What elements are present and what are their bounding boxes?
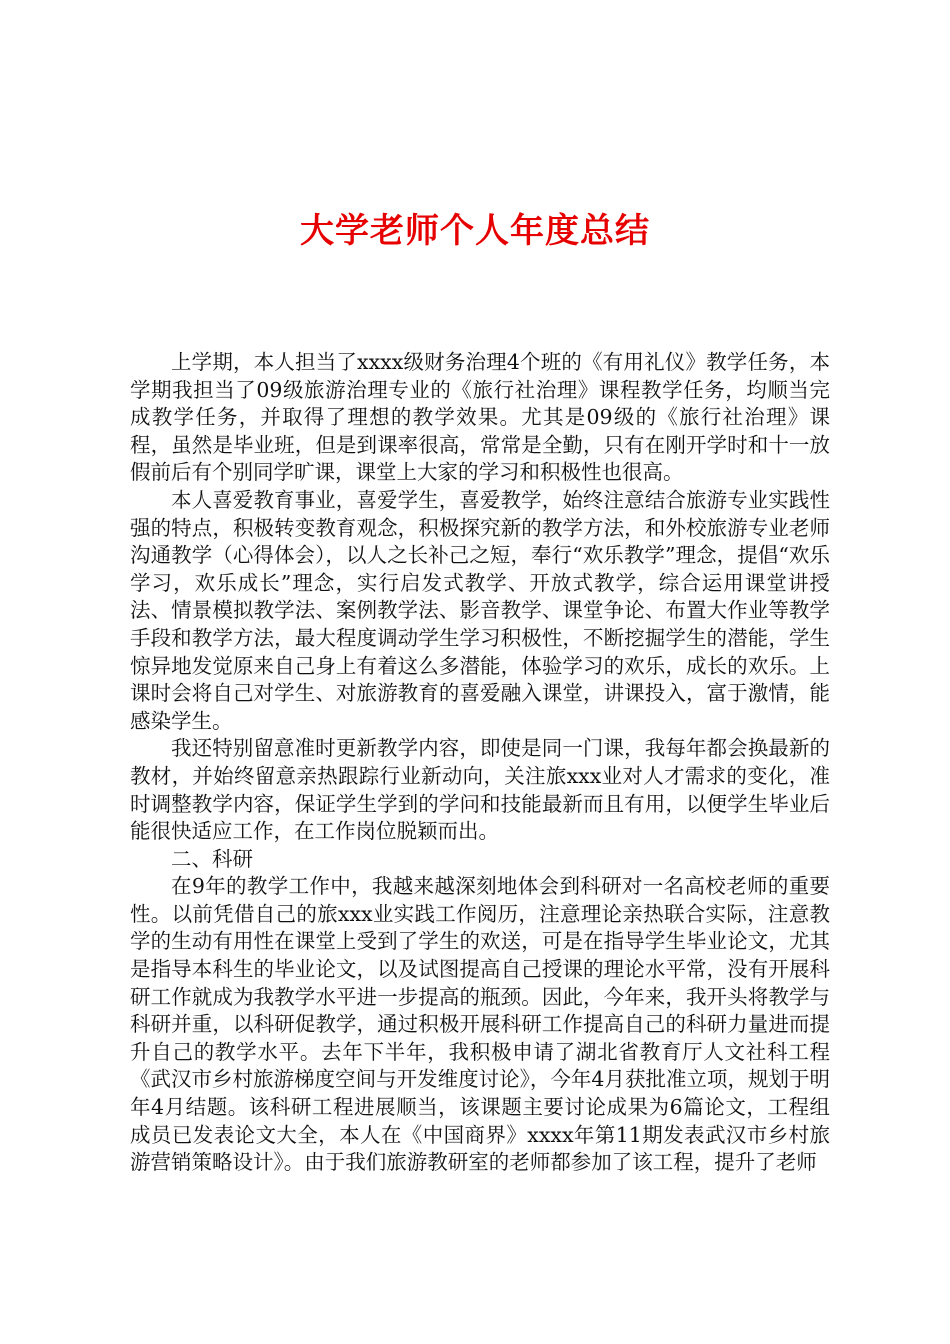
paragraph: 我还特别留意准时更新教学内容，即使是同一门课，我每年都会换最新的教材，并始终留意亲热跟踪行业新动向，关注旅xxx业对人才需求的变化，准时调整教学内容，保证学生学到的学问和技能最新而且有用，以便学生毕业后能很快适应工作，在工作岗位脱颖而出。 (130, 736, 830, 844)
document-body (130, 349, 830, 1177)
document-title: 大学老师个人年度总结 (300, 211, 650, 251)
section-heading: 二、科研 (171, 846, 253, 871)
paragraph: 在9年的教学工作中，我越来越深刻地体会到科研对一名高校老师的重要性。以前凭借自己的旅xxx业实践工作阅历，注意理论亲热联合实际，注意教学的生动有用性在课堂上受到了学生的欢送，可是在指导学生毕业论文，尤其是指导本科生的毕业论文，以及试图提高自己授课的理论水平常，没有开展科研工作就成为我教学水平进一步提高的瓶颈。因此，今年来，我开头将教学与科研并重，以科研促教学，通过积极开展科研工作提高自己的科研力量进而提升自己的教学水平。去年下半年，我积极申请了湖北省教育厅人文社科工程《武汉市乡村旅游梯度空间与开发维度讨论》，今年4月获批准立项，规划于明年4月结题。该科研工程进展顺当，该课题主要讨论成果为6篇论文，工程组成员已发表论文大全，本人在《中国商界》xxxx年第11期发表武汉市乡村旅游营销策略设计》。由于我们旅游教研室的老师都参加了该工程，提升了老师 (130, 874, 830, 1175)
paragraph: 本人喜爱教育事业，喜爱学生，喜爱教学，始终注意结合旅游专业实践性强的特点，积极转变教育观念，积极探究新的教学方法，和外校旅游专业老师沟通教学（心得体会），以人之长补己之短，奉行“欢乐教学”理念，提倡“欢乐学习，欢乐成长”理念，实行启发式教学、开放式教学，综合运用课堂讲授法、情景模拟教学法、案例教学法、影音教学、课堂争论、布置大作业等教学手段和教学方法，最大程度调动学生学习积极性，不断挖掘学生的潜能，学生惊异地发觉原来自己身上有着这么多潜能，体验学习的欢乐，成长的欢乐。上课时会将自己对学生、对旅游教育的喜爱融入课堂，讲课投入，富于激情，能感染学生。 (130, 487, 830, 733)
paragraph: 上学期，本人担当了xxxx级财务治理4个班的《有用礼仪》教学任务，本学期我担当了09级旅游治理专业的《旅行社治理》课程教学任务，均顺当完成教学任务，并取得了理想的教学效果。尤其是09级的《旅行社治理》课程，虽然是毕业班，但是到课率很高，常常是全勤，只有在刚开学时和十一放假前后有个别同学旷课，课堂上大家的学习和积极性也很高。 (130, 350, 830, 485)
